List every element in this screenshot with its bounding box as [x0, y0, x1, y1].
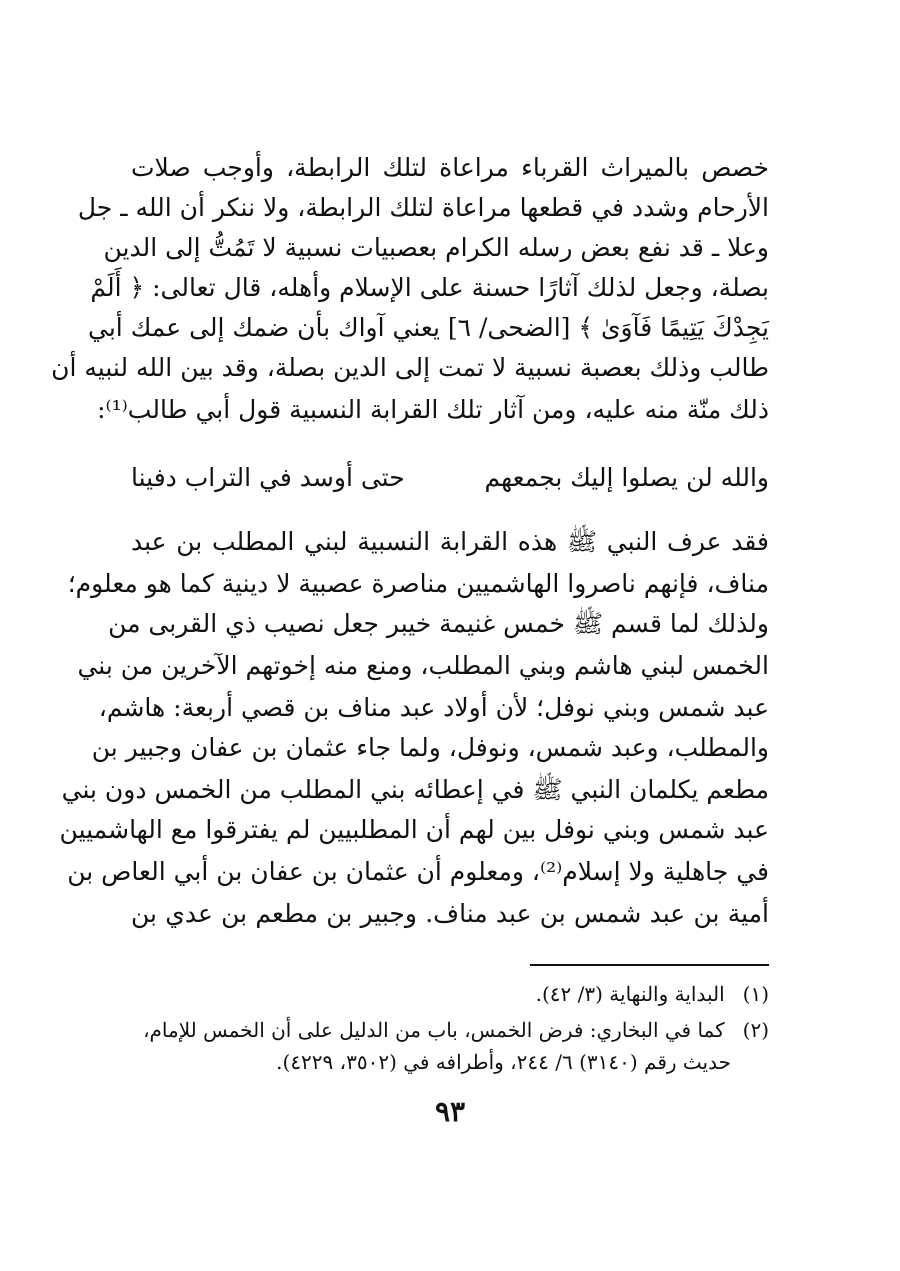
body-line-8: فقد عرف النبي ﷺ هذه القرابة النسبية لبني المطلب بن عبد — [131, 527, 769, 556]
verse-first-hemistich: والله لن يصلوا إليك بجمعهم — [484, 463, 769, 492]
verse-second-hemistich: حتى أوسد في التراب دفينا — [131, 463, 405, 492]
body-line-14: مطعم يكلمان النبي ﷺ في إعطائه بني المطلب من الخمس دون بني — [61, 775, 769, 804]
footnote-separator — [530, 964, 769, 966]
footnote-1-number: (١) — [742, 982, 769, 1006]
body-line-1: خصص بالميراث القرباء مراعاة لتلك الرابطة، وأوجب صلات — [131, 153, 769, 182]
page-number: ٩٣ — [434, 1095, 466, 1128]
body-line-3: وعلا ـ قد نفع بعض رسله الكرام بعصبيات نسبية لا تَمُتُّ إلى الدين — [103, 233, 769, 262]
body-line-4: بصلة، وجعل لذلك آثارًا حسنة على الإسلام وأهله، قال تعالى: ﴿ أَلَمْ — [90, 273, 769, 302]
body-line-9: مناف، فإنهم ناصروا الهاشميين مناصرة عصبية لا دينية كما هو معلوم؛ — [67, 569, 769, 598]
footnote-2-text: كما في البخاري: فرض الخمس، باب من الدليل على أن الخمس للإمام، — [143, 1018, 725, 1042]
body-line-15: عبد شمس وبني نوفل بين لهم أن المطلبيين لم يفترقوا مع الهاشميين — [59, 815, 769, 844]
footnote-1-text: البداية والنهاية (٣/ ٤٢). — [535, 982, 725, 1006]
footnote-2-number: (٢) — [742, 1018, 769, 1042]
poetry-verse — [131, 458, 769, 498]
body-line-17: أمية بن عبد شمس بن عبد مناف. وجبير بن مطعم بن عدي بن — [131, 899, 769, 928]
body-line-6: طالب وذلك بعصبة نسبية لا تمت إلى الدين بصلة، وقد بين الله لنبيه أن — [51, 353, 769, 382]
footnote-2 — [131, 1014, 769, 1046]
body-line-16: في جاهلية ولا إسلام⁽²⁾، ومعلوم أن عثمان بن عفان بن أبي العاص بن — [67, 857, 769, 886]
body-line-13: والمطلب، وعبد شمس، ونوفل، ولما جاء عثمان بن عفان وجبير بن — [91, 733, 769, 762]
body-line-11: الخمس لبني هاشم وبني المطلب، ومنع منه إخوتهم الآخرين من بني — [77, 651, 769, 680]
body-line-7: ذلك منّة منه عليه، ومن آثار تلك القرابة النسبية قول أبي طالب⁽¹⁾: — [97, 395, 769, 424]
body-line-12: عبد شمس وبني نوفل؛ لأن أولاد عبد مناف بن قصي أربعة: هاشم، — [98, 693, 769, 722]
body-line-5: يَجِدْكَ يَتِيمًا فَآوَىٰ ﴾ [الضحى/ ٦] يعني آواك بأن ضمك إلى عمك أبي — [88, 313, 769, 342]
footnote-1 — [131, 978, 769, 1010]
body-line-10: ولذلك لما قسم ﷺ خمس غنيمة خيبر جعل نصيب ذي القربى من — [108, 609, 769, 638]
body-line-2: الأرحام وشدد في قطعها مراعاة لتلك الرابطة، ولا ننكر أن الله ـ جل — [77, 193, 769, 222]
footnote-2-continuation: حديث رقم (٣١٤٠) ٦/ ٢٤٤، وأطرافه في (٣٥٠٢، ٤٢٢٩). — [276, 1050, 731, 1074]
